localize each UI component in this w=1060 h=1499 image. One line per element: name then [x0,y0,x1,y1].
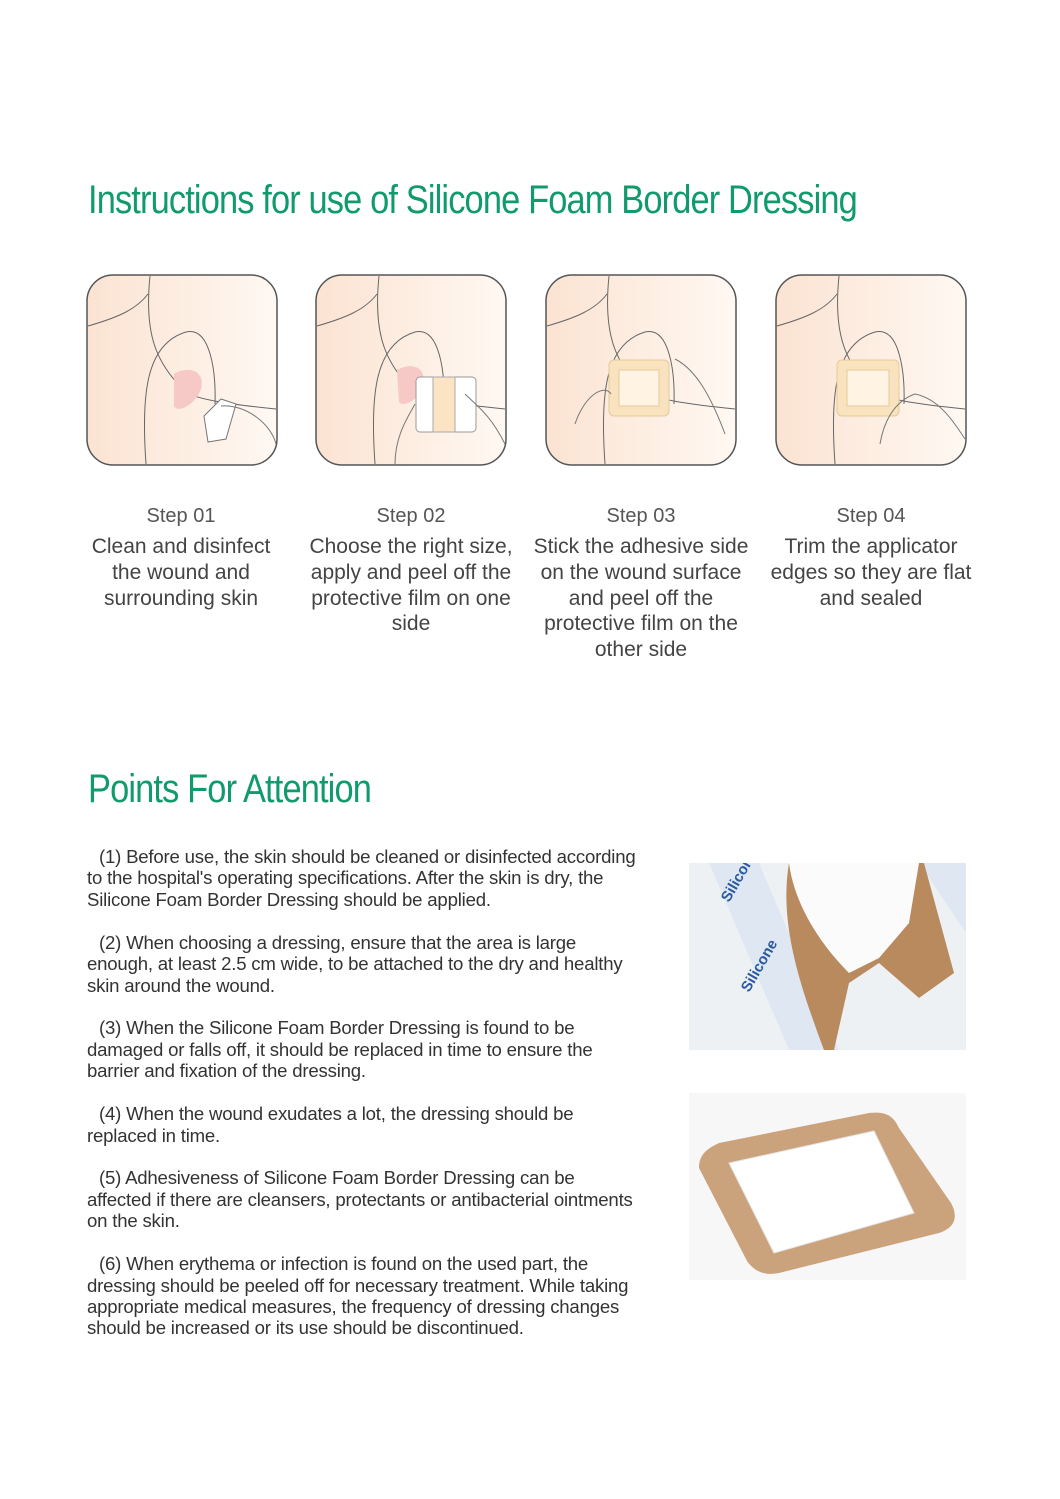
step-label: Step 04 [836,505,906,527]
step-01 [61,502,301,611]
step-04 [751,502,991,611]
attention-item: (2) When choosing a dressing, ensure that the area is large enough, at least 2.5 cm wide, to be attached to the dry and healthy skin around the wound. [87,931,623,996]
dressing-closeup-photo [689,863,966,1050]
step-01-illustration [86,274,278,466]
attention-item: (5) Adhesiveness of Silicone Foam Border Dressing can be affected if there are cleansers, protectants or antibacterial ointments on the skin. [87,1167,633,1232]
attention-item: (4) When the wound exudates a lot, the dressing should be replaced in time. [87,1103,574,1146]
step-label: Step 03 [606,505,676,527]
step-label: Step 02 [376,505,446,527]
step-02 [291,502,531,637]
step-02-illustration [315,274,507,466]
dressing-product-photo [689,1093,966,1280]
step-description: Clean and disinfect the wound and surrounding skin [91,535,271,610]
attention-item: (6) When erythema or infection is found on the used part, the dressing should be peeled off for necessary treatment. While taking appropriate medical measures, the frequency of dressing changes should be increased or its use should be discontinued. [87,1253,629,1339]
svg-text:Silicone: Silicone [737,936,782,995]
attention-item: (3) When the Silicone Foam Border Dressing is found to be damaged or falls off, it should be replaced in time to ensure the barrier and fixation of the dressing. [87,1017,593,1082]
attention-title: Points For Attention [88,767,372,811]
step-description: Stick the adhesive side on the wound surface and peel off the protective film on the other side [533,535,749,662]
instructions-title: Instructions for use of Silicone Foam Border Dressing [88,178,857,222]
svg-text:Silicone: Silicone [717,863,762,905]
step-03 [521,502,761,663]
step-description: Trim the applicator edges so they are flat and sealed [770,535,972,610]
step-description: Choose the right size, apply and peel off the protective film on one side [309,535,513,636]
step-03-illustration [545,274,737,466]
attention-list [87,846,643,1360]
attention-item: (1) Before use, the skin should be cleaned or disinfected according to the hospital's operating specifications. After the skin is dry, the Silicone Foam Border Dressing should be applied. [87,846,636,910]
step-04-illustration [775,274,967,466]
step-label: Step 01 [146,505,216,527]
